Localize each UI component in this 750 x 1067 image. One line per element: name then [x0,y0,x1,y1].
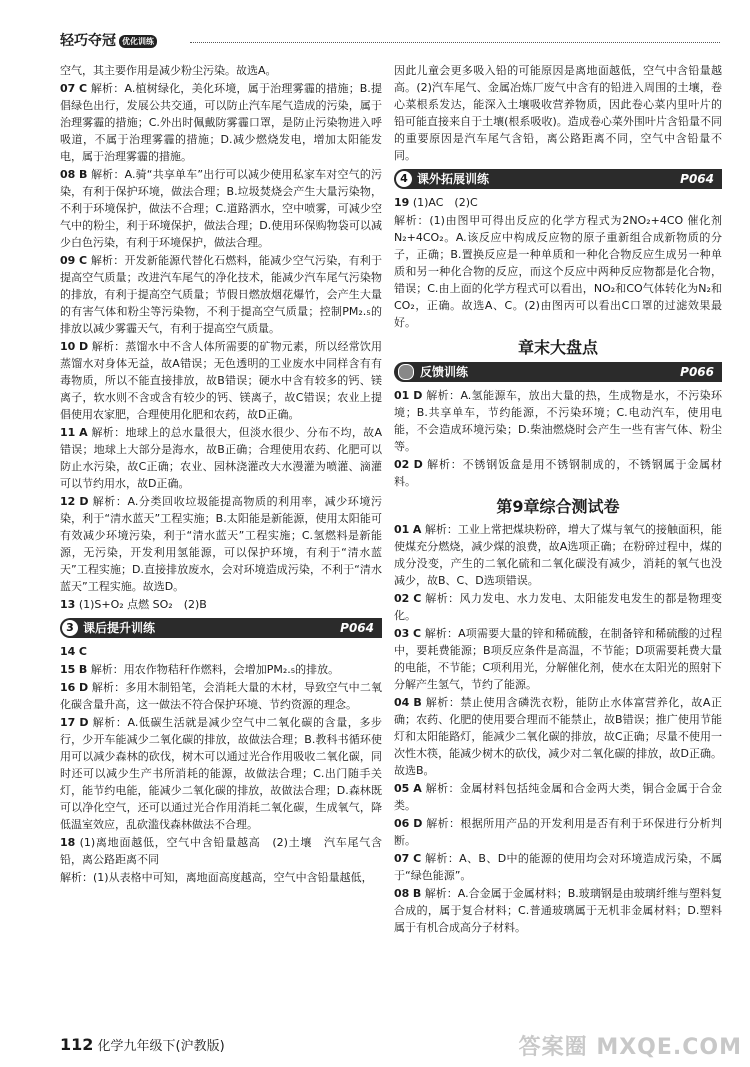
answer-item [60,869,382,886]
answer-item [394,815,722,849]
question-number: 04 [394,696,410,709]
left-column [60,62,382,887]
banner-title: 课外拓展训练 [417,172,490,186]
answer-text: (1)S+O₂ 点燃 SO₂ (2)B [78,598,207,611]
banner-title: 反馈训练 [420,365,469,379]
question-number: 02 [394,458,410,471]
answer-text: 解析：A项需要大量的锌和稀硫酸，在制备锌和稀硫酸的过程中，要耗费能源；B项反应条件是高温，不节能；D项需要耗费大量的电能，不节能；C项利用光，分解催化剂，使水在太阳光的照射下分解产生氢气，节约了能源。 [394,627,723,691]
answer-item [60,661,382,678]
answer-item [394,625,722,693]
question-number: 18 [60,836,76,849]
question-number: 12 [60,495,76,508]
answer-item [60,424,382,492]
question-number: 05 [394,782,410,795]
answer-text: 解析：A.植树绿化，美化环境，属于治理雾霾的措施；B.提倡绿色出行，发展公共交通，可以防止汽车尾气造成的污染，属于治理雾霾的措施；C.外出时佩戴防雾霾口罩，是防止污染物进入呼吸道，不属于治理雾霾的措施；D.减少燃烧发电，增加太阳能发电，属于治理雾霾的措施。 [60,82,382,163]
section-banner-3 [60,618,382,638]
answer-list [60,643,382,886]
answer-text: 解析：(1)从表格中可知，离地面高度越高，空气中含铅量越低， [60,871,373,884]
answer-text: 解析：多用木制铅笔，会消耗大量的木材，导致空气中二氧化碳含量升高，这一做法不符合保护环境、节约资源的理念。 [60,681,383,711]
answer-list [394,194,722,331]
answer-item [60,596,382,613]
brand-logo [60,30,157,50]
answer-choice: C [79,254,88,267]
question-number: 01 [394,523,410,536]
answer-text: 解析：用农作物秸秆作燃料，会增加PM₂.₅的排放。 [90,663,340,676]
answer-text: 解析：A.低碳生活就是减少空气中二氧化碳的含量，多步行，少开车能减少二氧化碳的排放，故做法合理；B.教科书循环使用可以减少森林的砍伐，树木可以通过光合作用吸收二氧化碳，同时还可以减少生产书所消耗的能源，故做法合理；C.出门随手关灯，能节约电能，能减少二氧化碳的排放，故做法合理；D.森林既可以净化空气，还可以通过光合作用消耗二氧化碳，生成氧气，降低温室效应，乱砍滥伐森林做法不合理。 [60,716,383,831]
answer-choice: A [412,523,422,536]
answer-text: 解析：风力发电、水力发电、太阳能发电发生的都是物理变化。 [394,592,723,622]
answer-choice: C [412,627,422,640]
answer-text: 空气，其主要作用是减少粉尘污染。故选A。 [60,64,277,77]
question-number: 17 [60,716,76,729]
logo-text: 轻巧夺冠 [60,33,116,49]
answer-choice: C [413,592,422,605]
answer-text: 因此儿童会更多吸入铅的可能原因是离地面越低，空气中含铅量越高。(2)汽车尾气、金属冶炼厂废气中含有的铅进入周围的土壤，卷心菜根系发达，能深入土壤吸收营养物质，因此卷心菜内里叶片的铅可能直接来自于土壤(根系吸收)。造成卷心菜外围叶片含铅量不同的重要原因是汽车尾气含铅，离公路距离不同，空气中含铅量不同。 [394,64,722,162]
page-number: 112 [60,1035,94,1054]
answer-item [394,590,722,624]
question-number: 03 [394,627,410,640]
logo-tag: 优化训练 [119,35,157,48]
answer-item [394,780,722,814]
answer-text: 解析：不锈钢饭盒是用不锈钢制成的，不锈钢属于金属材料。 [394,458,722,488]
answer-choice: D [79,716,89,729]
answer-item [60,679,382,713]
banner-page-ref: P064 [680,172,714,186]
answer-text: 解析：A.合金属于金属材料；B.玻璃钢是由玻璃纤维与塑料复合成的，属于复合材料；C.普通玻璃属于无机非金属材料；D.塑料属于有机合成高分子材料。 [394,887,722,934]
answer-choice: B [412,887,422,900]
answer-text: (1)AC (2)C [412,196,478,209]
answer-item [60,80,382,165]
answer-choice: D [413,458,423,471]
answer-list [60,62,382,613]
watermark: 答案圈 MXQE.COM [518,1035,742,1060]
answer-text: 解析：A.分类回收垃圾能提高物质的利用率，减少环境污染，利于“清水蓝天”工程实施；B.太阳能是新能源，使用太阳能可有效减少环境污染，利于“清水蓝天”工程实施；C.氢燃料是新能源，无污染，开发利用氢能源，可以保护环境，有利于“清水蓝天”工程实施；D.直接排放废水，会对环境造成污染，不利于“清水蓝天”工程实施。故选D。 [60,495,383,593]
footer-subject: 化学九年级下(沪教版) [97,1039,225,1054]
banner-number: 3 [62,620,78,636]
page-footer [60,1035,225,1054]
answer-text: 解析：禁止使用含磷洗衣粉，能防止水体富营养化，故A正确；农药、化肥的使用要合理而不能禁止，故B错误；推广使用节能灯和太阳能路灯，能减少二氧化碳的排放，故C正确；尽量不使用一次性木筷，能减少树木的砍伐，减少对二氧化碳的排放，故D正确。故选B。 [394,696,722,777]
question-number: 08 [394,887,410,900]
answer-item [394,62,722,164]
banner-page-ref: P064 [340,621,374,635]
answer-text: 解析：A、B、D中的能源的使用均会对环境造成污染，不属于“绿色能源”。 [394,852,722,882]
section-banner-4 [394,169,722,189]
answer-choice: C [78,645,87,658]
question-number: 16 [60,681,76,694]
answer-choice: D [78,681,89,694]
answer-list [394,521,722,936]
answer-text: 解析：金属材料包括纯金属和合金两大类，铜合金属于合金类。 [394,782,723,812]
answer-item [394,456,722,490]
answer-choice: A [79,426,88,439]
page-header [60,30,720,52]
banner-page-ref: P066 [680,365,714,379]
chapter-test-title: 第9章综合测试卷 [496,497,620,516]
question-number: 07 [60,82,76,95]
answer-item [394,885,722,936]
question-number: 02 [394,592,410,605]
answer-item [394,387,722,455]
answer-choice: C [79,82,88,95]
answer-item [60,338,382,423]
answer-item [60,643,382,660]
answer-choice: B [413,696,422,709]
question-number: 10 [60,340,76,353]
answer-choice: D [78,340,89,353]
question-number: 14 [60,645,76,658]
answer-item [60,714,382,833]
question-number: 01 [394,389,410,402]
answer-list [394,62,722,164]
answer-choice: B [79,168,88,181]
answer-text: 解析：(1)由图甲可得出反应的化学方程式为2NO₂+4CO 催化剂 N₂+4CO₂。A.该反应中构成反应物的原子重新组合成新物质的分子，正确；B.置换反应是一种单质和一种化合物反应生成另一种单质和另一种化合物的反应，而这个反应中两种反应物都是化合物，错误；C.由上面的化学方程式可以看出，NO₂和CO气体转化为N₂和CO₂，正确。故选A、C。(2)由图丙可以看出C口罩的过滤效果最好。 [394,214,722,329]
right-column [394,62,722,937]
question-number: 08 [60,168,76,181]
answer-choice: C [413,852,422,865]
header-divider [190,42,720,43]
answer-list [394,387,722,490]
question-number: 09 [60,254,76,267]
answer-item [394,212,722,331]
question-number: 06 [394,817,410,830]
answer-item [394,194,722,211]
answer-text: 解析：A.氢能源车，放出大量的热，生成物是水，不污染环境；B.共享单车，节约能源，不污染环境；C.电动汽车，使用电能，不会造成环境污染；D.柴油燃烧时会产生一些有害气体、粉尘等。 [394,389,723,453]
answer-item [60,62,382,79]
chapter-summary-title: 章末大盘点 [517,338,598,357]
answer-text: 解析：根据所用产品的开发利用是否有利于环保进行分析判断。 [394,817,722,847]
answer-text: (1)离地面越低，空气中含铅量越高 (2)土壤 汽车尾气含铅，离公路距离不同 [60,836,382,866]
banner-number: 4 [396,171,412,187]
answer-choice: D [413,389,423,402]
question-number: 15 [60,663,76,676]
answer-item [394,521,722,589]
answer-item [394,694,722,779]
answer-item [60,166,382,251]
feedback-icon [398,364,414,380]
answer-text: 解析：地球上的总水量很大，但淡水很少、分布不均，故A错误；地球上大部分是海水，故B正确；合理使用农药、化肥可以防止水污染，故C正确；农业、园林浇灌改大水漫灌为喷灌、滴灌可以节约用水，故D正确。 [60,426,383,490]
answer-choice: A [413,782,422,795]
answer-choice: D [413,817,423,830]
answer-item [60,252,382,337]
answer-item [60,493,382,595]
question-number: 11 [60,426,76,439]
answer-choice: D [79,495,89,508]
answer-text: 解析：工业上常把煤块粉碎，增大了煤与氧气的接触面积，能使煤充分燃烧，减少煤的浪费，故A选项正确；在粉碎过程中，煤的成分没变，产生的二氧化硫和二氧化碳没有减少，消耗的氧气也没减少，故B、C、D选项错误。 [394,523,723,587]
answer-item [60,834,382,868]
answer-item [394,850,722,884]
answer-text: 解析：蒸馏水中不含人体所需要的矿物元素，所以经常饮用蒸馏水对身体无益，故A错误；无色透明的工业废水中同样含有有毒物质，所以不能直接排放，故B错误；硬水中含有较多的钙、镁离子，软水则不含或含有较少的钙、镁离子，故C错误；农业上提倡使用农家肥，合理使用化肥和农药，故D正确。 [60,340,383,421]
answer-choice: B [78,663,88,676]
banner-title: 课后提升训练 [83,621,156,635]
question-number: 07 [394,852,410,865]
question-number: 13 [60,598,76,611]
answer-text: 解析：开发新能源代替化石燃料，能减少空气污染，有利于提高空气质量；改进汽车尾气的净化技术，能减少汽车尾气污染物的排放，有利于提高空气质量；节假日燃放烟花爆竹，会产生大量的有害气体和粉尘等污染物，不利于提高空气质量；控制PM₂.₅的排放以减少雾霾天气，有利于提高空气质量。 [60,254,383,335]
question-number: 19 [394,196,410,209]
answer-text: 解析：A.骑“共享单车”出行可以减少使用私家车对空气的污染，有利于保护环境，做法合理；B.垃圾焚烧会产生大量污染物，不利于环境保护，做法不合理；C.道路洒水，空中喷雾，可减少空气中的粉尘，利于环境保护，做法合理；D.使用环保购物袋可以减少白色污染，有利于环境保护，做法合理。 [60,168,383,249]
section-banner-feedback [394,362,722,382]
